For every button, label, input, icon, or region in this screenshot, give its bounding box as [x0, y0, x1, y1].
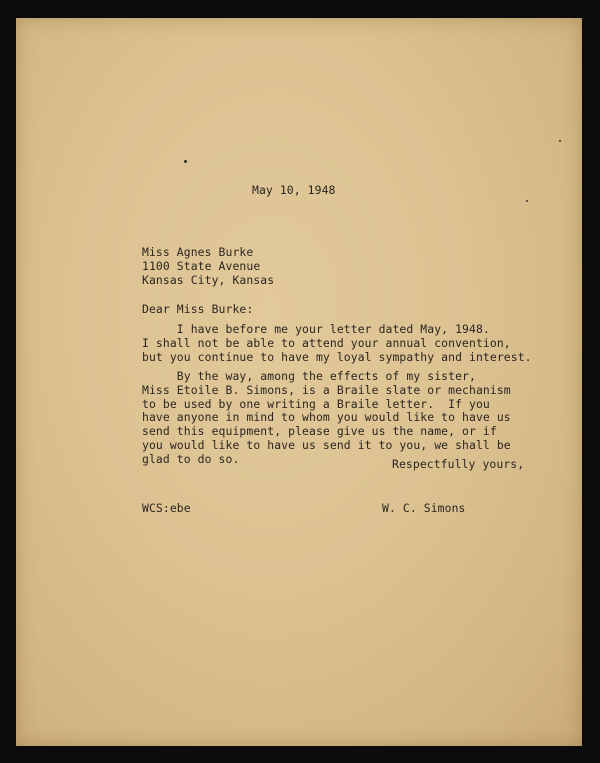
- paragraph-line: I have before me your letter dated May, 1948.: [142, 322, 490, 336]
- recipient-address: [142, 246, 274, 287]
- salutation: Dear Miss Burke:: [142, 302, 254, 316]
- recipient-city: Kansas City, Kansas: [142, 272, 275, 287]
- typist-initials: WCS:ebe: [142, 501, 191, 515]
- paper-speck: [184, 160, 187, 163]
- paragraph-line: glad to do so.: [142, 451, 240, 466]
- paper-speck: [526, 200, 528, 202]
- signature-name: W. C. Simons: [382, 501, 466, 515]
- paragraph-line: By the way, among the effects of my sister,: [142, 369, 476, 383]
- recipient-name: Miss Agnes Burke: [142, 245, 254, 259]
- body-paragraph-1: [142, 323, 532, 364]
- recipient-street: 1100 State Avenue: [142, 258, 261, 273]
- paragraph-line: send this equipment, please give us the name, or if: [142, 424, 497, 439]
- body-paragraph-2: [142, 370, 511, 467]
- paragraph-line: Miss Etoile B. Simons, is a Braile slate or mechanism: [142, 382, 511, 397]
- paragraph-line: have anyone in mind to whom you would like to have us: [142, 410, 511, 425]
- paragraph-line: to be used by one writing a Braile letter. If you: [142, 396, 490, 411]
- paragraph-line: but you continue to have my loyal sympathy and interest.: [142, 349, 532, 364]
- letter-page: [16, 18, 582, 746]
- paper-speck: [559, 140, 561, 142]
- closing: Respectfully yours,: [392, 457, 525, 471]
- letter-date: May 10, 1948: [252, 183, 336, 197]
- paragraph-line: I shall not be able to attend your annual convention,: [142, 335, 511, 350]
- paragraph-line: you would like to have us send it to you, we shall be: [142, 437, 511, 452]
